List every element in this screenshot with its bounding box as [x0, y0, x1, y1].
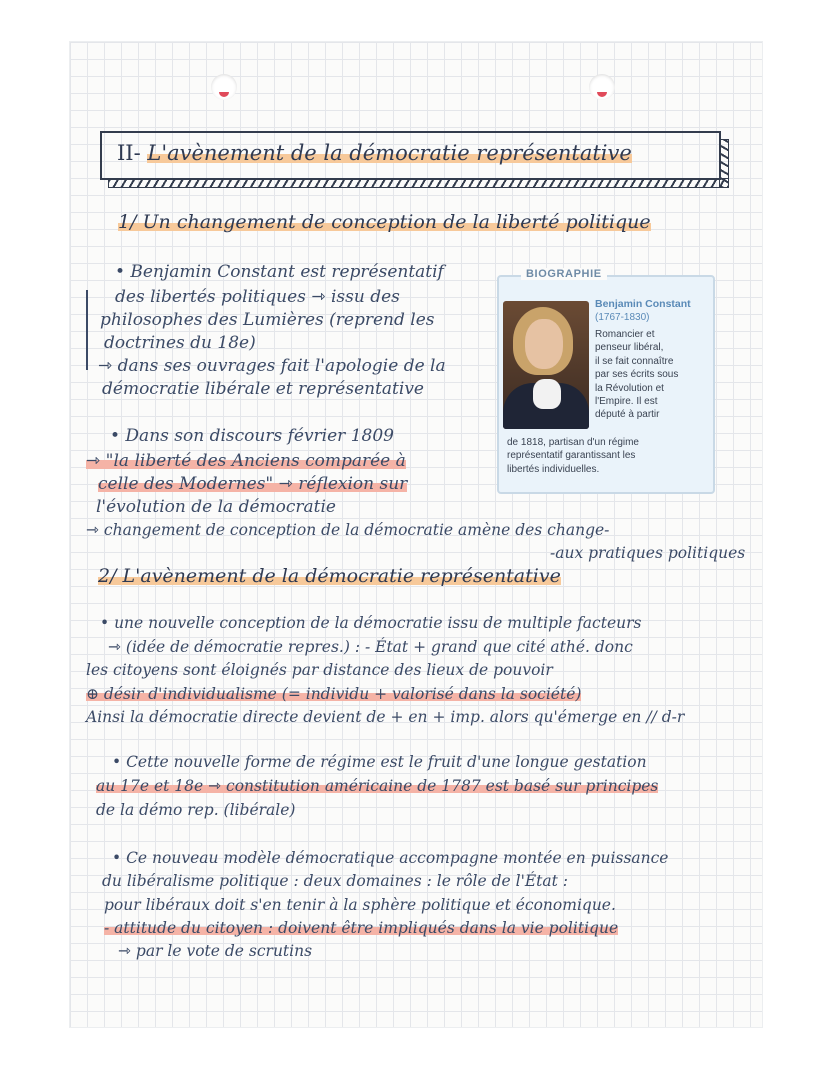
- s1-line: philosophes des Lumières (reprend les: [100, 310, 435, 330]
- s1-line: l'évolution de la démocratie: [96, 497, 336, 517]
- s2-line: ⇾ par le vote de scrutins: [118, 942, 313, 960]
- portrait-image: [503, 301, 589, 429]
- biography-dates: (1767-1830): [595, 312, 650, 323]
- s2-line: Ainsi la démocratie directe devient de + en + imp. alors qu'émerge en // d-r: [86, 708, 685, 726]
- s2-line: • Ce nouveau modèle démocratique accompagne montée en puissance: [112, 849, 669, 867]
- title-box-shadow: [108, 178, 729, 188]
- section2-heading: 2/ L'avènement de la démocratie représentative: [98, 565, 561, 587]
- s1-line: • Benjamin Constant est représentatif: [115, 262, 444, 282]
- s2-line: • une nouvelle conception de la démocratie issu de multiple facteurs: [100, 614, 642, 632]
- biography-text-full: de 1818, partisan d'un régime représentatif garantissant les libertés individuelles.: [507, 437, 639, 475]
- s2-line: les citoyens sont éloignés par distance des lieux de pouvoir: [86, 661, 553, 679]
- title-text: L'avènement de la démocratie représentative: [147, 141, 632, 165]
- s2-line: ⊕ désir d'individualisme (= individu + valorisé dans la société): [86, 685, 582, 703]
- title-box: [100, 131, 721, 180]
- s2-line: de la démo rep. (libérale): [96, 801, 296, 819]
- title-numeral: II-: [117, 141, 141, 165]
- page-title: [117, 141, 632, 165]
- biography-card: [497, 268, 715, 494]
- s1-line: ⇾ "la liberté des Anciens comparée à: [86, 451, 406, 471]
- s1-line: • Dans son discours février 1809: [110, 426, 394, 446]
- s2-line: • Cette nouvelle forme de régime est le fruit d'une longue gestation: [112, 753, 647, 771]
- title-box-shadow-side: [719, 139, 729, 188]
- binder-hole-left: [211, 74, 237, 100]
- biography-text-right: Romancier et penseur libéral, il se fait connaître par ses écrits sous la Révolution et l'Empire. Il est député à partir: [595, 329, 679, 421]
- s2-line: au 17e et 18e ⇾ constitution américaine de 1787 est basé sur principes: [96, 777, 659, 795]
- s2-line: du libéralisme politique : deux domaines : le rôle de l'État :: [102, 872, 569, 890]
- section1-heading: 1/ Un changement de conception de la liberté politique: [118, 211, 651, 233]
- s2-line: pour libéraux doit s'en tenir à la sphère politique et économique.: [104, 896, 616, 914]
- s1-line: démocratie libérale et représentative: [102, 379, 424, 399]
- s1-line: -aux pratiques politiques: [550, 544, 746, 562]
- s1-line: ⇾ dans ses ouvrages fait l'apologie de la: [98, 356, 446, 376]
- s1-line: des libertés politiques ⇾ issu des: [115, 287, 400, 307]
- s2-line: ⇾ (idée de démocratie repres.) : - État + grand que cité athé. donc: [108, 638, 633, 656]
- biography-tag: BIOGRAPHIE: [521, 268, 607, 280]
- s1-line: ⇾ changement de conception de la démocratie amène des change-: [86, 521, 610, 539]
- s1-line: doctrines du 18e): [104, 333, 256, 353]
- biography-name: Benjamin Constant: [595, 298, 691, 310]
- s2-line: - attitude du citoyen : doivent être impliqués dans la vie politique: [104, 919, 619, 937]
- s1-line: celle des Modernes" ⇾ réflexion sur: [98, 474, 408, 494]
- binder-hole-right: [589, 74, 615, 100]
